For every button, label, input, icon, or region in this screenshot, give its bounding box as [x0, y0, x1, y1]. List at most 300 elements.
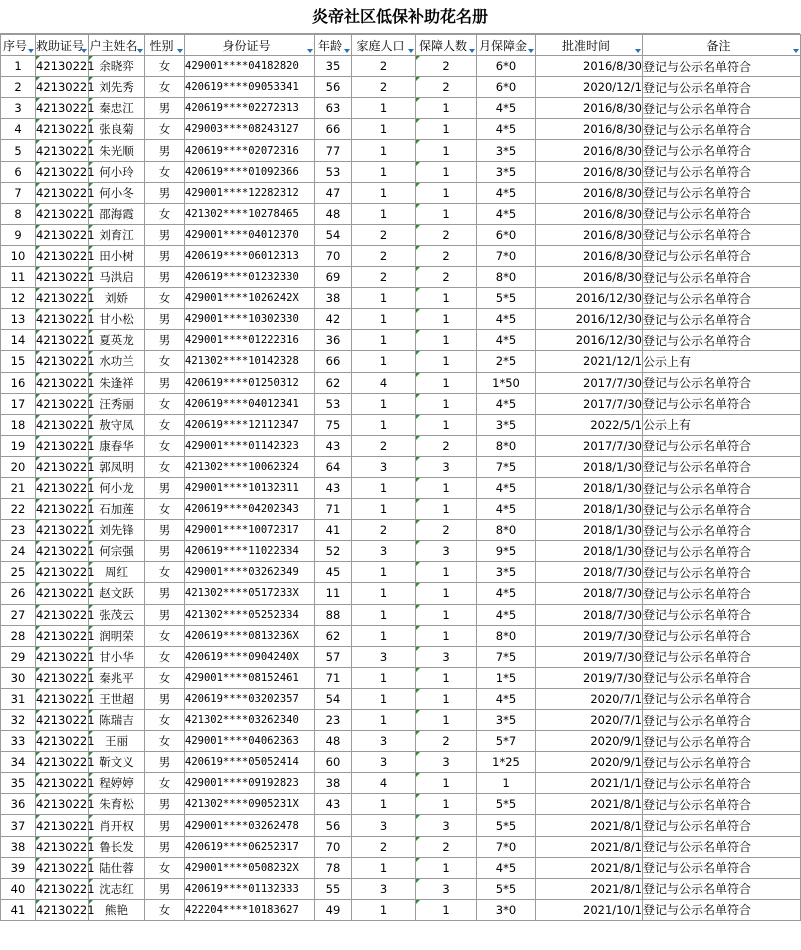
age-cell[interactable]: 66	[315, 351, 352, 372]
covered-persons-cell[interactable]: 1	[416, 414, 477, 435]
seq-cell[interactable]: 36	[1, 794, 36, 815]
covered-persons-cell[interactable]: 3	[416, 815, 477, 836]
id-number-cell[interactable]: 421302****0517233X	[185, 583, 315, 604]
remark-cell[interactable]: 登记与公示名单符合	[643, 456, 801, 477]
id-number-cell[interactable]: 420619****01092366	[185, 161, 315, 182]
seq-cell[interactable]: 37	[1, 815, 36, 836]
householder-name-cell[interactable]: 刘育江	[89, 224, 145, 245]
age-cell[interactable]: 71	[315, 667, 352, 688]
id-number-cell[interactable]: 429001****08152461	[185, 667, 315, 688]
approval-date-cell[interactable]: 2018/7/30	[536, 562, 643, 583]
family-size-cell[interactable]: 3	[352, 541, 416, 562]
covered-persons-cell[interactable]: 1	[416, 98, 477, 119]
covered-persons-cell[interactable]: 2	[416, 267, 477, 288]
seq-cell[interactable]: 22	[1, 499, 36, 520]
id-number-cell[interactable]: 429001****1026242X	[185, 288, 315, 309]
seq-cell[interactable]: 34	[1, 752, 36, 773]
family-size-cell[interactable]: 2	[352, 224, 416, 245]
householder-name-cell[interactable]: 马洪启	[89, 267, 145, 288]
id-number-cell[interactable]: 429001****04062363	[185, 731, 315, 752]
family-size-cell[interactable]: 3	[352, 731, 416, 752]
relief-no-cell[interactable]: 42130221	[36, 857, 89, 878]
family-size-cell[interactable]: 2	[352, 267, 416, 288]
approval-date-cell[interactable]: 2021/10/1	[536, 899, 643, 920]
monthly-allowance-cell[interactable]: 3*5	[477, 140, 536, 161]
remark-cell[interactable]: 登记与公示名单符合	[643, 899, 801, 920]
age-cell[interactable]: 88	[315, 604, 352, 625]
id-number-cell[interactable]: 420619****06252317	[185, 836, 315, 857]
householder-name-cell[interactable]: 何小龙	[89, 477, 145, 498]
age-cell[interactable]: 53	[315, 161, 352, 182]
gender-cell[interactable]: 男	[145, 688, 185, 709]
householder-name-cell[interactable]: 朱光顺	[89, 140, 145, 161]
monthly-allowance-cell[interactable]: 4*5	[477, 98, 536, 119]
approval-date-cell[interactable]: 2016/8/30	[536, 224, 643, 245]
covered-persons-cell[interactable]: 1	[416, 161, 477, 182]
monthly-allowance-cell[interactable]: 3*5	[477, 562, 536, 583]
covered-persons-cell[interactable]: 2	[416, 224, 477, 245]
householder-name-cell[interactable]: 靳文义	[89, 752, 145, 773]
approval-date-cell[interactable]: 2018/1/30	[536, 541, 643, 562]
approval-date-cell[interactable]: 2021/1/1	[536, 773, 643, 794]
filter-dropdown-icon[interactable]	[344, 49, 350, 53]
seq-cell[interactable]: 7	[1, 182, 36, 203]
age-cell[interactable]: 48	[315, 731, 352, 752]
householder-name-cell[interactable]: 汪秀丽	[89, 393, 145, 414]
id-number-cell[interactable]: 421302****10142328	[185, 351, 315, 372]
seq-cell[interactable]: 32	[1, 710, 36, 731]
gender-cell[interactable]: 女	[145, 562, 185, 583]
remark-cell[interactable]: 登记与公示名单符合	[643, 288, 801, 309]
remark-cell[interactable]: 登记与公示名单符合	[643, 773, 801, 794]
relief-no-cell[interactable]: 42130221	[36, 604, 89, 625]
seq-cell[interactable]: 23	[1, 520, 36, 541]
filter-dropdown-icon[interactable]	[137, 49, 143, 53]
family-size-cell[interactable]: 1	[352, 688, 416, 709]
approval-date-cell[interactable]: 2021/8/1	[536, 815, 643, 836]
id-number-cell[interactable]: 421302****0905231X	[185, 794, 315, 815]
covered-persons-cell[interactable]: 3	[416, 541, 477, 562]
householder-name-cell[interactable]: 秦兆平	[89, 667, 145, 688]
remark-cell[interactable]: 登记与公示名单符合	[643, 77, 801, 98]
remark-cell[interactable]: 登记与公示名单符合	[643, 752, 801, 773]
seq-cell[interactable]: 24	[1, 541, 36, 562]
id-number-cell[interactable]: 420619****09053341	[185, 77, 315, 98]
relief-no-cell[interactable]: 42130221	[36, 98, 89, 119]
filter-dropdown-icon[interactable]	[307, 49, 313, 53]
seq-cell[interactable]: 27	[1, 604, 36, 625]
covered-persons-cell[interactable]: 3	[416, 456, 477, 477]
covered-persons-cell[interactable]: 1	[416, 393, 477, 414]
filter-dropdown-icon[interactable]	[793, 49, 799, 53]
approval-date-cell[interactable]: 2021/8/1	[536, 836, 643, 857]
age-cell[interactable]: 62	[315, 625, 352, 646]
monthly-allowance-cell[interactable]: 7*5	[477, 456, 536, 477]
householder-name-cell[interactable]: 康春华	[89, 435, 145, 456]
relief-no-cell[interactable]: 42130221	[36, 161, 89, 182]
family-size-cell[interactable]: 1	[352, 583, 416, 604]
id-number-cell[interactable]: 429001****04012370	[185, 224, 315, 245]
gender-cell[interactable]: 女	[145, 77, 185, 98]
family-size-cell[interactable]: 1	[352, 625, 416, 646]
approval-date-cell[interactable]: 2018/1/30	[536, 477, 643, 498]
id-number-cell[interactable]: 420619****04202343	[185, 499, 315, 520]
gender-cell[interactable]: 女	[145, 203, 185, 224]
family-size-cell[interactable]: 4	[352, 372, 416, 393]
approval-date-cell[interactable]: 2018/1/30	[536, 499, 643, 520]
relief-no-cell[interactable]: 42130221	[36, 520, 89, 541]
covered-persons-cell[interactable]: 1	[416, 372, 477, 393]
remark-cell[interactable]: 登记与公示名单符合	[643, 604, 801, 625]
householder-name-cell[interactable]: 周红	[89, 562, 145, 583]
gender-cell[interactable]: 女	[145, 435, 185, 456]
seq-cell[interactable]: 26	[1, 583, 36, 604]
seq-cell[interactable]: 33	[1, 731, 36, 752]
seq-cell[interactable]: 38	[1, 836, 36, 857]
gender-cell[interactable]: 女	[145, 667, 185, 688]
covered-persons-cell[interactable]: 2	[416, 56, 477, 77]
monthly-allowance-cell[interactable]: 1*50	[477, 372, 536, 393]
relief-no-cell[interactable]: 42130221	[36, 899, 89, 920]
age-cell[interactable]: 23	[315, 710, 352, 731]
age-cell[interactable]: 63	[315, 98, 352, 119]
covered-persons-cell[interactable]: 1	[416, 710, 477, 731]
age-cell[interactable]: 49	[315, 899, 352, 920]
householder-name-cell[interactable]: 王丽	[89, 731, 145, 752]
family-size-cell[interactable]: 1	[352, 710, 416, 731]
householder-name-cell[interactable]: 田小树	[89, 245, 145, 266]
approval-date-cell[interactable]: 2020/9/1	[536, 752, 643, 773]
remark-cell[interactable]: 登记与公示名单符合	[643, 625, 801, 646]
remark-cell[interactable]: 登记与公示名单符合	[643, 203, 801, 224]
relief-no-cell[interactable]: 42130221	[36, 456, 89, 477]
family-size-cell[interactable]: 1	[352, 477, 416, 498]
id-number-cell[interactable]: 429001****10302330	[185, 309, 315, 330]
age-cell[interactable]: 47	[315, 182, 352, 203]
remark-cell[interactable]: 登记与公示名单符合	[643, 393, 801, 414]
covered-persons-cell[interactable]: 1	[416, 330, 477, 351]
age-cell[interactable]: 52	[315, 541, 352, 562]
remark-cell[interactable]: 登记与公示名单符合	[643, 224, 801, 245]
covered-persons-cell[interactable]: 1	[416, 562, 477, 583]
family-size-cell[interactable]: 1	[352, 309, 416, 330]
remark-cell[interactable]: 登记与公示名单符合	[643, 372, 801, 393]
seq-cell[interactable]: 35	[1, 773, 36, 794]
covered-persons-cell[interactable]: 2	[416, 435, 477, 456]
covered-persons-cell[interactable]: 1	[416, 794, 477, 815]
remark-cell[interactable]: 登记与公示名单符合	[643, 646, 801, 667]
family-size-cell[interactable]: 1	[352, 393, 416, 414]
remark-cell[interactable]: 登记与公示名单符合	[643, 267, 801, 288]
monthly-allowance-cell[interactable]: 4*5	[477, 499, 536, 520]
approval-date-cell[interactable]: 2016/8/30	[536, 140, 643, 161]
relief-no-cell[interactable]: 42130221	[36, 667, 89, 688]
seq-cell[interactable]: 31	[1, 688, 36, 709]
monthly-allowance-cell[interactable]: 5*7	[477, 731, 536, 752]
approval-date-cell[interactable]: 2020/7/1	[536, 710, 643, 731]
covered-persons-cell[interactable]: 2	[416, 245, 477, 266]
gender-cell[interactable]: 女	[145, 414, 185, 435]
family-size-cell[interactable]: 2	[352, 836, 416, 857]
approval-date-cell[interactable]: 2016/8/30	[536, 245, 643, 266]
family-size-cell[interactable]: 3	[352, 815, 416, 836]
id-number-cell[interactable]: 420619****02072316	[185, 140, 315, 161]
column-header[interactable]: 序号	[1, 35, 36, 56]
age-cell[interactable]: 66	[315, 119, 352, 140]
id-number-cell[interactable]: 421302****10278465	[185, 203, 315, 224]
covered-persons-cell[interactable]: 1	[416, 477, 477, 498]
remark-cell[interactable]: 登记与公示名单符合	[643, 857, 801, 878]
approval-date-cell[interactable]: 2017/7/30	[536, 372, 643, 393]
age-cell[interactable]: 57	[315, 646, 352, 667]
gender-cell[interactable]: 男	[145, 267, 185, 288]
age-cell[interactable]: 54	[315, 688, 352, 709]
gender-cell[interactable]: 女	[145, 56, 185, 77]
remark-cell[interactable]: 登记与公示名单符合	[643, 583, 801, 604]
age-cell[interactable]: 48	[315, 203, 352, 224]
covered-persons-cell[interactable]: 3	[416, 646, 477, 667]
monthly-allowance-cell[interactable]: 4*5	[477, 688, 536, 709]
approval-date-cell[interactable]: 2021/12/1	[536, 351, 643, 372]
covered-persons-cell[interactable]: 2	[416, 77, 477, 98]
monthly-allowance-cell[interactable]: 4*5	[477, 477, 536, 498]
gender-cell[interactable]: 男	[145, 245, 185, 266]
age-cell[interactable]: 64	[315, 456, 352, 477]
relief-no-cell[interactable]: 42130221	[36, 435, 89, 456]
seq-cell[interactable]: 5	[1, 140, 36, 161]
householder-name-cell[interactable]: 熊艳	[89, 899, 145, 920]
seq-cell[interactable]: 20	[1, 456, 36, 477]
remark-cell[interactable]: 登记与公示名单符合	[643, 477, 801, 498]
monthly-allowance-cell[interactable]: 4*5	[477, 604, 536, 625]
id-number-cell[interactable]: 429001****0508232X	[185, 857, 315, 878]
approval-date-cell[interactable]: 2018/7/30	[536, 604, 643, 625]
approval-date-cell[interactable]: 2017/7/30	[536, 393, 643, 414]
age-cell[interactable]: 70	[315, 245, 352, 266]
covered-persons-cell[interactable]: 1	[416, 857, 477, 878]
approval-date-cell[interactable]: 2016/12/30	[536, 309, 643, 330]
seq-cell[interactable]: 39	[1, 857, 36, 878]
remark-cell[interactable]: 登记与公示名单符合	[643, 731, 801, 752]
gender-cell[interactable]: 男	[145, 836, 185, 857]
gender-cell[interactable]: 女	[145, 499, 185, 520]
seq-cell[interactable]: 17	[1, 393, 36, 414]
age-cell[interactable]: 36	[315, 330, 352, 351]
relief-no-cell[interactable]: 42130221	[36, 499, 89, 520]
family-size-cell[interactable]: 2	[352, 520, 416, 541]
relief-no-cell[interactable]: 42130221	[36, 710, 89, 731]
remark-cell[interactable]: 登记与公示名单符合	[643, 435, 801, 456]
monthly-allowance-cell[interactable]: 4*5	[477, 309, 536, 330]
age-cell[interactable]: 70	[315, 836, 352, 857]
householder-name-cell[interactable]: 程婷婷	[89, 773, 145, 794]
family-size-cell[interactable]: 1	[352, 414, 416, 435]
gender-cell[interactable]: 男	[145, 372, 185, 393]
monthly-allowance-cell[interactable]: 4*5	[477, 393, 536, 414]
monthly-allowance-cell[interactable]: 5*5	[477, 288, 536, 309]
relief-no-cell[interactable]: 42130221	[36, 203, 89, 224]
relief-no-cell[interactable]: 42130221	[36, 372, 89, 393]
filter-dropdown-icon[interactable]	[528, 49, 534, 53]
remark-cell[interactable]: 登记与公示名单符合	[643, 794, 801, 815]
id-number-cell[interactable]: 420619****02272313	[185, 98, 315, 119]
id-number-cell[interactable]: 421302****03262340	[185, 710, 315, 731]
seq-cell[interactable]: 21	[1, 477, 36, 498]
relief-no-cell[interactable]: 42130221	[36, 119, 89, 140]
age-cell[interactable]: 38	[315, 773, 352, 794]
gender-cell[interactable]: 女	[145, 288, 185, 309]
remark-cell[interactable]: 登记与公示名单符合	[643, 309, 801, 330]
seq-cell[interactable]: 29	[1, 646, 36, 667]
relief-no-cell[interactable]: 42130221	[36, 541, 89, 562]
family-size-cell[interactable]: 1	[352, 119, 416, 140]
monthly-allowance-cell[interactable]: 4*5	[477, 119, 536, 140]
approval-date-cell[interactable]: 2016/8/30	[536, 119, 643, 140]
family-size-cell[interactable]: 1	[352, 351, 416, 372]
householder-name-cell[interactable]: 水功兰	[89, 351, 145, 372]
approval-date-cell[interactable]: 2016/12/30	[536, 288, 643, 309]
column-header[interactable]: 救助证号	[36, 35, 89, 56]
family-size-cell[interactable]: 1	[352, 899, 416, 920]
seq-cell[interactable]: 8	[1, 203, 36, 224]
family-size-cell[interactable]: 2	[352, 77, 416, 98]
approval-date-cell[interactable]: 2021/8/1	[536, 857, 643, 878]
householder-name-cell[interactable]: 陆仕蓉	[89, 857, 145, 878]
householder-name-cell[interactable]: 张茂云	[89, 604, 145, 625]
remark-cell[interactable]: 登记与公示名单符合	[643, 520, 801, 541]
householder-name-cell[interactable]: 余晓弈	[89, 56, 145, 77]
remark-cell[interactable]: 登记与公示名单符合	[643, 667, 801, 688]
remark-cell[interactable]: 登记与公示名单符合	[643, 499, 801, 520]
column-header[interactable]: 性别	[145, 35, 185, 56]
gender-cell[interactable]: 男	[145, 815, 185, 836]
monthly-allowance-cell[interactable]: 1*25	[477, 752, 536, 773]
monthly-allowance-cell[interactable]: 3*5	[477, 161, 536, 182]
age-cell[interactable]: 75	[315, 414, 352, 435]
relief-no-cell[interactable]: 42130221	[36, 414, 89, 435]
id-number-cell[interactable]: 429001****12282312	[185, 182, 315, 203]
gender-cell[interactable]: 女	[145, 773, 185, 794]
gender-cell[interactable]: 男	[145, 520, 185, 541]
age-cell[interactable]: 77	[315, 140, 352, 161]
approval-date-cell[interactable]: 2020/7/1	[536, 688, 643, 709]
monthly-allowance-cell[interactable]: 4*5	[477, 182, 536, 203]
gender-cell[interactable]: 女	[145, 119, 185, 140]
seq-cell[interactable]: 30	[1, 667, 36, 688]
remark-cell[interactable]: 公示上有	[643, 351, 801, 372]
relief-no-cell[interactable]: 42130221	[36, 836, 89, 857]
monthly-allowance-cell[interactable]: 4*5	[477, 203, 536, 224]
householder-name-cell[interactable]: 王世超	[89, 688, 145, 709]
monthly-allowance-cell[interactable]: 5*5	[477, 878, 536, 899]
gender-cell[interactable]: 男	[145, 182, 185, 203]
id-number-cell[interactable]: 420619****0813236X	[185, 625, 315, 646]
monthly-allowance-cell[interactable]: 7*0	[477, 836, 536, 857]
family-size-cell[interactable]: 1	[352, 182, 416, 203]
approval-date-cell[interactable]: 2016/8/30	[536, 56, 643, 77]
filter-dropdown-icon[interactable]	[81, 49, 87, 53]
family-size-cell[interactable]: 1	[352, 288, 416, 309]
approval-date-cell[interactable]: 2019/7/30	[536, 667, 643, 688]
age-cell[interactable]: 71	[315, 499, 352, 520]
seq-cell[interactable]: 14	[1, 330, 36, 351]
gender-cell[interactable]: 女	[145, 456, 185, 477]
remark-cell[interactable]: 登记与公示名单符合	[643, 56, 801, 77]
covered-persons-cell[interactable]: 1	[416, 604, 477, 625]
householder-name-cell[interactable]: 肖开权	[89, 815, 145, 836]
gender-cell[interactable]: 男	[145, 541, 185, 562]
remark-cell[interactable]: 登记与公示名单符合	[643, 330, 801, 351]
monthly-allowance-cell[interactable]: 8*0	[477, 520, 536, 541]
monthly-allowance-cell[interactable]: 3*5	[477, 710, 536, 731]
relief-no-cell[interactable]: 42130221	[36, 267, 89, 288]
family-size-cell[interactable]: 1	[352, 604, 416, 625]
gender-cell[interactable]: 女	[145, 646, 185, 667]
seq-cell[interactable]: 9	[1, 224, 36, 245]
age-cell[interactable]: 62	[315, 372, 352, 393]
column-header[interactable]: 批准时间	[536, 35, 643, 56]
relief-no-cell[interactable]: 42130221	[36, 773, 89, 794]
seq-cell[interactable]: 28	[1, 625, 36, 646]
covered-persons-cell[interactable]: 1	[416, 625, 477, 646]
gender-cell[interactable]: 男	[145, 794, 185, 815]
householder-name-cell[interactable]: 石加莲	[89, 499, 145, 520]
filter-dropdown-icon[interactable]	[469, 49, 475, 53]
column-header[interactable]: 年龄	[315, 35, 352, 56]
relief-no-cell[interactable]: 42130221	[36, 815, 89, 836]
age-cell[interactable]: 11	[315, 583, 352, 604]
age-cell[interactable]: 55	[315, 878, 352, 899]
age-cell[interactable]: 38	[315, 288, 352, 309]
monthly-allowance-cell[interactable]: 2*5	[477, 351, 536, 372]
relief-no-cell[interactable]: 42130221	[36, 224, 89, 245]
filter-dropdown-icon[interactable]	[408, 49, 414, 53]
approval-date-cell[interactable]: 2019/7/30	[536, 625, 643, 646]
monthly-allowance-cell[interactable]: 8*0	[477, 625, 536, 646]
family-size-cell[interactable]: 1	[352, 667, 416, 688]
id-number-cell[interactable]: 420619****03202357	[185, 688, 315, 709]
covered-persons-cell[interactable]: 1	[416, 288, 477, 309]
id-number-cell[interactable]: 420619****01232330	[185, 267, 315, 288]
id-number-cell[interactable]: 420619****11022334	[185, 541, 315, 562]
family-size-cell[interactable]: 3	[352, 878, 416, 899]
covered-persons-cell[interactable]: 2	[416, 731, 477, 752]
remark-cell[interactable]: 登记与公示名单符合	[643, 98, 801, 119]
relief-no-cell[interactable]: 42130221	[36, 140, 89, 161]
householder-name-cell[interactable]: 甘小华	[89, 646, 145, 667]
relief-no-cell[interactable]: 42130221	[36, 688, 89, 709]
seq-cell[interactable]: 41	[1, 899, 36, 920]
id-number-cell[interactable]: 429001****10132311	[185, 477, 315, 498]
covered-persons-cell[interactable]: 1	[416, 182, 477, 203]
gender-cell[interactable]: 男	[145, 98, 185, 119]
approval-date-cell[interactable]: 2017/7/30	[536, 435, 643, 456]
filter-dropdown-icon[interactable]	[635, 49, 641, 53]
age-cell[interactable]: 35	[315, 56, 352, 77]
householder-name-cell[interactable]: 刘娇	[89, 288, 145, 309]
householder-name-cell[interactable]: 陈瑞吉	[89, 710, 145, 731]
family-size-cell[interactable]: 3	[352, 456, 416, 477]
id-number-cell[interactable]: 422204****10183627	[185, 899, 315, 920]
monthly-allowance-cell[interactable]: 4*5	[477, 583, 536, 604]
id-number-cell[interactable]: 420619****04012341	[185, 393, 315, 414]
relief-no-cell[interactable]: 42130221	[36, 393, 89, 414]
householder-name-cell[interactable]: 何小玲	[89, 161, 145, 182]
householder-name-cell[interactable]: 甘小松	[89, 309, 145, 330]
id-number-cell[interactable]: 429001****03262349	[185, 562, 315, 583]
covered-persons-cell[interactable]: 1	[416, 309, 477, 330]
id-number-cell[interactable]: 420619****06012313	[185, 245, 315, 266]
